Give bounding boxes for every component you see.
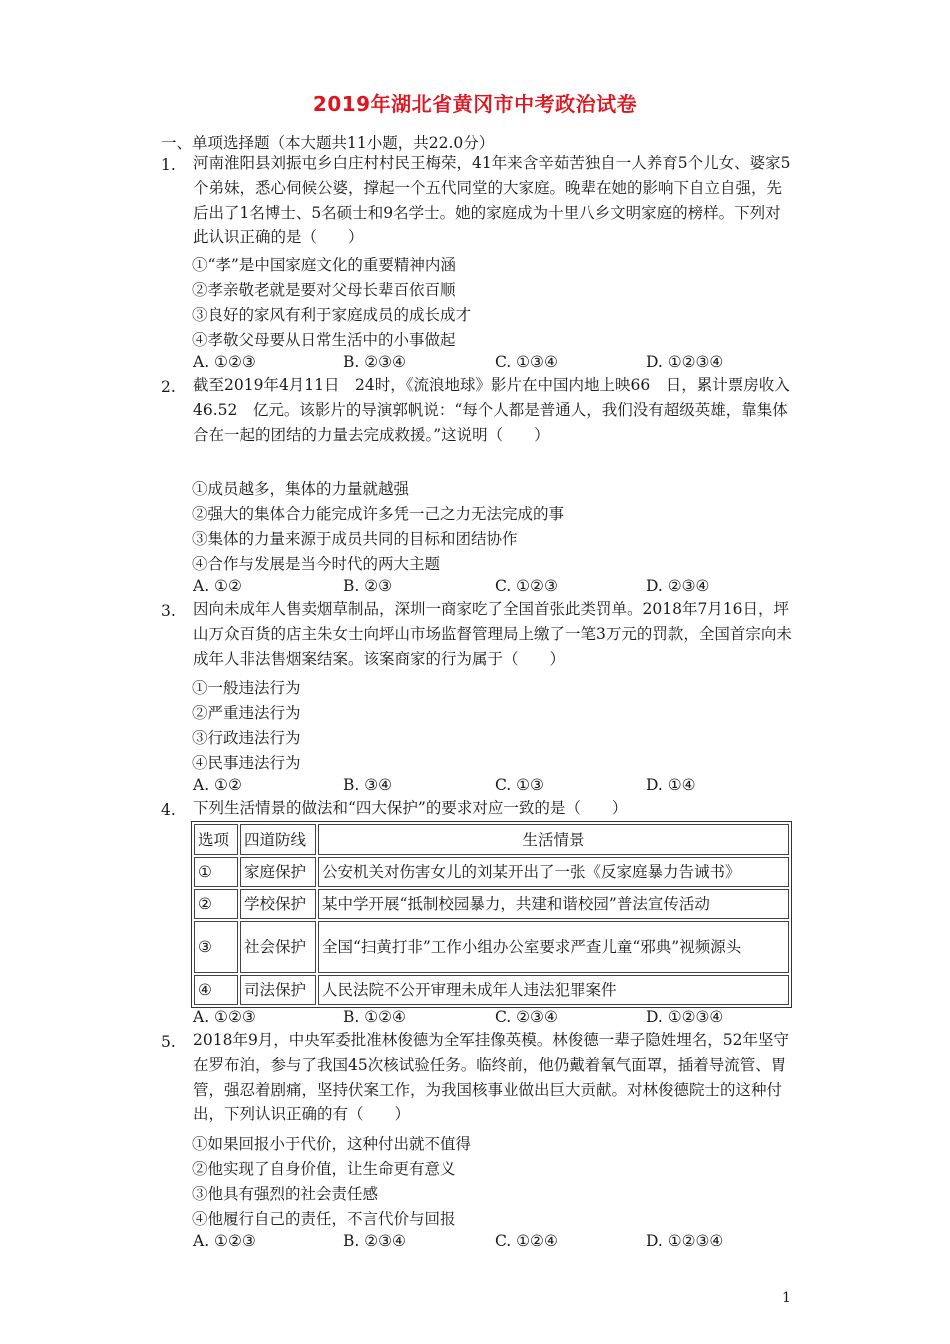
question-5-stem: 2018年9月，中央军委批准林俊德为全军挂像英模。林俊德一辈子隐姓埋名，52年坚守在罗布泊，参与了我国45次核试验任务。临终前，他仍戴着氧气面罩，插着导流管、胃管，强忍着剧痛，坚持伏案工作，为我国核事业做出巨大贡献。对林俊德院士的这种付出，下列认识正确的有（ ） [193,1031,790,1124]
table-cell: ② [194,889,238,919]
choice-a[interactable]: A. ①② [193,776,242,794]
table-header-cell: 生活情景 [318,824,789,855]
table-row [194,857,789,887]
choice-b[interactable]: B. ③④ [343,776,393,794]
table-cell: 家庭保护 [240,857,316,887]
question-1-option: ③良好的家风有利于家庭成员的成长成才 [192,306,472,324]
choice-a[interactable]: A. ①②③ [193,1008,256,1026]
choice-c[interactable]: C. ①③④ [495,353,558,371]
question-2-option: ①成员越多，集体的力量就越强 [192,480,410,498]
table-row [194,921,789,973]
choice-c[interactable]: C. ①③ [495,776,544,794]
section-heading: 一、单项选择题（本大题共11小题，共22.0分） [161,134,495,152]
question-5-option: ①如果回报小于代价，这种付出就不值得 [192,1135,472,1153]
choice-d[interactable]: D. ①②③④ [646,353,724,371]
choice-b[interactable]: B. ②③④ [343,353,406,371]
question-1-stem: 河南淮阳县刘振屯乡白庄村村民王梅荣，41年来含辛茹苦独自一人养育5个儿女、婆家5个弟妹，悉心伺候公婆，撑起一个五代同堂的大家庭。晚辈在她的影响下自立自强，先后出了1名博士、5名硕士和9名学士。她的家庭成为十里八乡文明家庭的榜样。下列对此认识正确的是（ ） [193,154,791,247]
table-cell: 司法保护 [240,975,316,1005]
question-4-number: 4. [161,801,176,819]
table-cell: 某中学开展“抵制校园暴力，共建和谐校园”普法宣传活动 [318,889,789,919]
choice-c[interactable]: C. ②③④ [495,1008,558,1026]
question-4-stem: 下列生活情景的做法和“四大保护”的要求对应一致的是（ ） [193,799,628,817]
question-1-option: ①“孝”是中国家庭文化的重要精神内涵 [192,256,456,274]
table-cell: 全国“扫黄打非”工作小组办公室要求严查儿童“邪典”视频源头 [318,921,789,973]
question-3-option: ③行政违法行为 [192,729,301,747]
question-5-option: ②他实现了自身价值，让生命更有意义 [192,1160,456,1178]
choice-d[interactable]: D. ①②③④ [646,1008,724,1026]
question-5-option: ④他履行自己的责任，不言代价与回报 [192,1210,456,1228]
question-2-option: ④合作与发展是当今时代的两大主题 [192,555,441,573]
table-header-row [194,824,789,855]
choice-c[interactable]: C. ①②④ [495,1232,558,1250]
table-header-cell: 四道防线 [240,824,316,855]
table-cell: 社会保护 [240,921,316,973]
question-2-stem: 截至2019年4月11日 24时，《流浪地球》影片在中国内地上映66 日，累计票房收入46.52 亿元。该影片的导演郭帆说：“每个人都是普通人，我们没有超级英雄，靠集体合在一起的团结的力量去完成救援。”这说明（ ） [193,376,790,444]
question-2-number: 2. [161,378,176,396]
choice-b[interactable]: B. ②③④ [343,1232,406,1250]
question-3-number: 3. [161,602,176,620]
choice-b[interactable]: B. ②③ [343,577,393,595]
choice-a[interactable]: A. ①② [193,577,242,595]
table-cell: 公安机关对伤害女儿的刘某开出了一张《反家庭暴力告诫书》 [318,857,789,887]
choice-d[interactable]: D. ①④ [646,776,696,794]
table-cell: ④ [194,975,238,1005]
protection-table [191,821,792,1008]
question-2-option: ③集体的力量来源于成员共同的目标和团结协作 [192,530,518,548]
page-number: 1 [782,1290,791,1306]
question-3-stem: 因向未成年人售卖烟草制品，深圳一商家吃了全国首张此类罚单。2018年7月16日，坪山万众百货的店主朱女士向坪山市场监督管理局上缴了一笔3万元的罚款，全国首宗向未成年人非法售烟案结案。该案商家的行为属于（ ） [193,600,792,668]
table-cell: 人民法院不公开审理未成年人违法犯罪案件 [318,975,789,1005]
question-3-option: ④民事违法行为 [192,754,301,772]
choice-d[interactable]: D. ②③④ [646,577,710,595]
choice-a[interactable]: A. ①②③ [193,353,256,371]
question-3-option: ①一般违法行为 [192,679,301,697]
question-1-option: ②孝亲敬老就是要对父母长辈百依百顺 [192,281,456,299]
choice-d[interactable]: D. ①②③④ [646,1232,724,1250]
question-3-option: ②严重违法行为 [192,704,301,722]
table-cell: ③ [194,921,238,973]
table-header-cell: 选项 [194,824,238,855]
question-5-number: 5. [161,1033,176,1051]
table-cell: ① [194,857,238,887]
table-row [194,889,789,919]
question-1-number: 1. [161,156,176,174]
choice-a[interactable]: A. ①②③ [193,1232,256,1250]
question-5-option: ③他具有强烈的社会责任感 [192,1185,379,1203]
choice-b[interactable]: B. ①②④ [343,1008,406,1026]
table-cell: 学校保护 [240,889,316,919]
choice-c[interactable]: C. ①②③ [495,577,558,595]
question-2-option: ②强大的集体合力能完成许多凭一己之力无法完成的事 [192,505,565,523]
question-1-option: ④孝敬父母要从日常生活中的小事做起 [192,331,456,349]
page-title: 2019年湖北省黄冈市中考政治试卷 [312,92,638,116]
table-row [194,975,789,1005]
